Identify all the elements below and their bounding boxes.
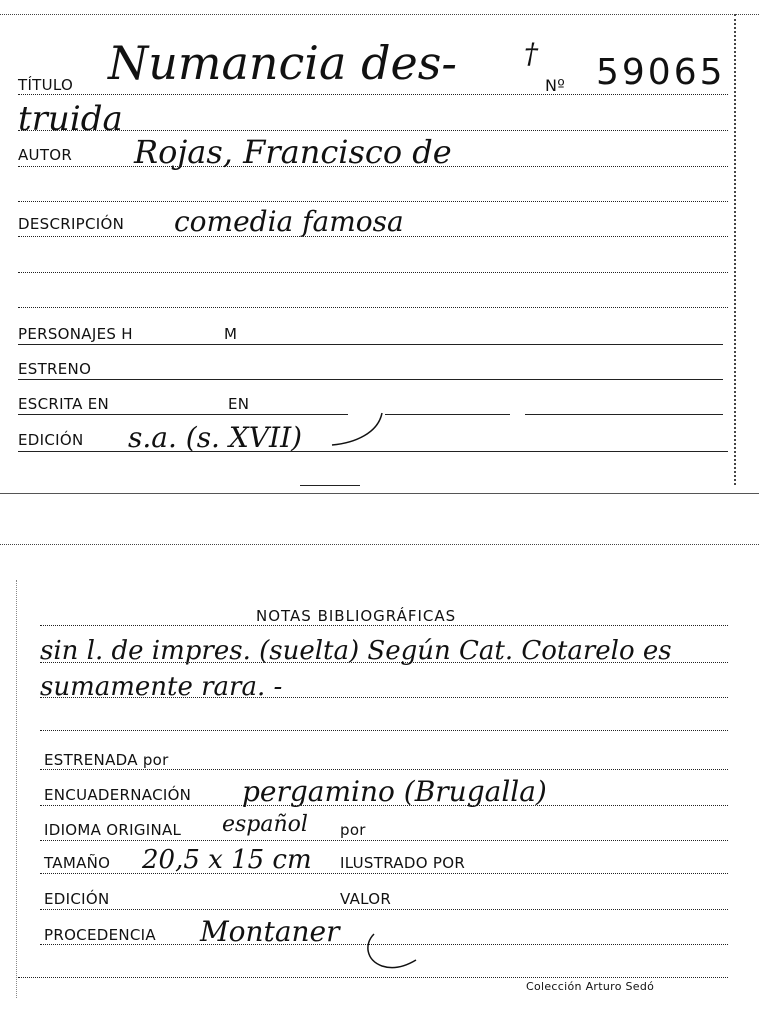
notas-line-2: sumamente rara. - — [40, 672, 283, 702]
titulo-value-line1: Numancia des- — [108, 36, 457, 90]
card-separator — [0, 493, 759, 494]
pen-curve-mark — [364, 932, 424, 972]
tamano-rule — [40, 873, 728, 874]
estreno-label: ESTRENO — [18, 360, 92, 378]
escrita-en-rule-c — [525, 414, 723, 415]
escrita-en-rule-b — [385, 414, 510, 415]
titulo-rule — [18, 94, 728, 95]
blank-rule-1 — [18, 201, 728, 202]
descripcion-value: comedia famosa — [174, 205, 404, 238]
titulo-rule-2 — [18, 130, 728, 131]
escrita-en-label-2: EN — [228, 395, 250, 413]
numero-label: Nº — [545, 76, 566, 95]
catalog-card-top — [0, 0, 759, 495]
procedencia-label: PROCEDENCIA — [44, 926, 156, 944]
card-top-edge — [0, 14, 759, 15]
notas-rule-1 — [40, 662, 728, 663]
blank-rule-2 — [18, 272, 728, 273]
procedencia-value: Montaner — [200, 915, 340, 948]
titulo-value-line2: truida — [18, 99, 123, 139]
notas-rule-2 — [40, 697, 728, 698]
notas-rule-3 — [40, 730, 728, 731]
autor-label: AUTOR — [18, 146, 73, 164]
autor-rule — [18, 166, 728, 167]
ilustrado-label: ILUSTRADO POR — [340, 854, 466, 872]
titulo-label: TÍTULO — [18, 76, 74, 94]
idioma-label: IDIOMA ORIGINAL — [44, 821, 182, 839]
catalog-card-bottom — [0, 540, 759, 1028]
autor-value: Rojas, Francisco de — [134, 133, 452, 171]
edicion-value: s.a. (s. XVII) — [128, 421, 303, 454]
personajes-rule — [18, 344, 723, 345]
descripcion-rule — [18, 236, 728, 237]
encuadernacion-label: ENCUADERNACIÓN — [44, 786, 192, 804]
edicion-rule — [18, 451, 728, 452]
edicion-label: EDICIÓN — [18, 431, 84, 449]
card-right-edge — [734, 14, 736, 485]
tamano-value: 20,5 x 15 cm — [142, 845, 312, 875]
idioma-rule — [40, 840, 728, 841]
personajes-h-label: PERSONAJES H — [18, 325, 133, 343]
idioma-por-label: por — [340, 821, 366, 839]
escrita-en-rule-a — [18, 414, 348, 415]
bottom-edge-rule — [18, 977, 728, 978]
edicion-label-2: EDICIÓN — [44, 890, 110, 908]
personajes-m-label: M — [224, 325, 238, 343]
card-left-edge-2 — [16, 580, 17, 998]
pen-stroke-mark — [330, 405, 390, 450]
notas-line-1: sin l. de impres. (suelta) Según Cat. Cotarelo es — [40, 636, 672, 666]
escrita-en-label: ESCRITA EN — [18, 395, 110, 413]
footer-collection: Colección Arturo Sedó — [526, 980, 655, 993]
idioma-value: español — [222, 812, 308, 837]
estrenada-rule — [40, 769, 728, 770]
cross-mark: † — [524, 37, 538, 70]
valor-label: VALOR — [340, 890, 392, 908]
encuadernacion-rule — [40, 805, 728, 806]
small-dash — [300, 485, 360, 486]
numero-value: 59065 — [596, 52, 726, 93]
estreno-rule — [18, 379, 723, 380]
blank-rule-3 — [18, 307, 728, 308]
notas-heading: NOTAS BIBLIOGRÁFICAS — [256, 607, 457, 625]
encuadernacion-value: pergamino (Brugalla) — [242, 775, 547, 808]
estrenada-label: ESTRENADA por — [44, 751, 169, 769]
descripcion-label: DESCRIPCIÓN — [18, 215, 125, 233]
notas-rule-0 — [40, 625, 728, 626]
tamano-label: TAMAÑO — [44, 854, 111, 872]
card-top-edge-2 — [0, 544, 759, 545]
edicion-rule-2 — [40, 909, 728, 910]
